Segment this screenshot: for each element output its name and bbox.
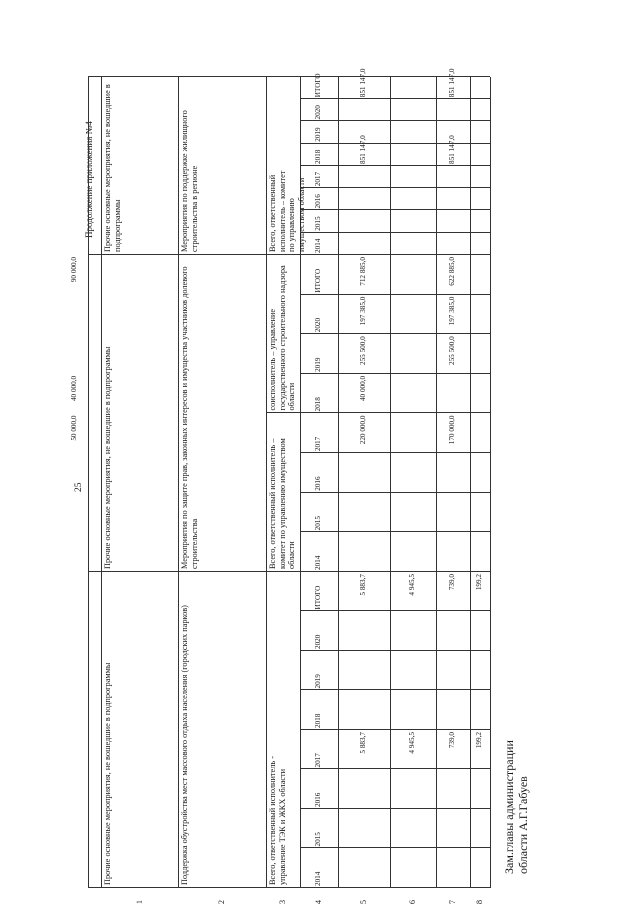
section-1-co-executor: соисполнитель – управление государственного строительного надзора области [268, 265, 297, 411]
signature-title: Зам.главы администрации [502, 740, 516, 874]
year-cell: 2016 [314, 194, 322, 209]
year-divider [300, 650, 490, 651]
year-cell: 2019 [314, 357, 322, 372]
year-cell: 2014 [314, 871, 322, 886]
amount-cell: 197 385,0 [448, 296, 456, 326]
amount-cell: 40 000,0 [70, 375, 78, 402]
year-cell: 2016 [314, 476, 322, 491]
year-divider [300, 848, 490, 849]
column-header-4: 4 [314, 899, 323, 905]
year-divider [300, 452, 490, 453]
amount-cell: 851 147,0 [448, 68, 456, 98]
amount-cell: 199,2 [475, 574, 483, 591]
amount-cell: 40 000,0 [359, 375, 367, 402]
amount-cell: 712 885,0 [359, 257, 367, 286]
year-cell: 2020 [314, 317, 322, 333]
year-divider [300, 531, 490, 532]
year-divider [300, 611, 490, 612]
amount-cell: 90 000,0 [70, 257, 78, 283]
amount-cell: 170 000,0 [448, 415, 456, 445]
year-divider [300, 729, 490, 730]
section-2-executor: Всего, ответственный исполнитель – комитет по управлению имуществом области [268, 170, 306, 252]
section-divider [88, 887, 490, 888]
year-cell: 2019 [314, 127, 322, 142]
year-cell: 2019 [314, 674, 322, 689]
year-divider [300, 492, 490, 493]
column-header-8: 8 [475, 899, 484, 905]
amount-cell: 739,0 [448, 574, 456, 591]
year-cell: 2015 [314, 516, 322, 531]
band-divider [390, 77, 391, 888]
amount-cell: 197 385,0 [359, 296, 367, 326]
band-divider [178, 77, 179, 888]
year-cell: 2018 [314, 149, 322, 164]
section-1-activity: Мероприятия по защите прав, законных интересов и имущества участников долевого строительства [180, 266, 199, 569]
column-header-1: 1 [134, 899, 144, 905]
amount-cell: 851 147,0 [448, 135, 456, 164]
section-1-category: Прочие основные мероприятия, не вошедшие в подпрограммы [103, 346, 112, 569]
section-divider [88, 76, 490, 77]
amount-cell: 5 883,7 [359, 732, 367, 754]
amount-cell: 851 147,0 [359, 68, 367, 98]
year-divider [300, 808, 490, 809]
year-divider [300, 333, 490, 334]
year-divider [300, 210, 490, 211]
column-header-3: 3 [278, 899, 287, 905]
year-cell: ИТОГО [314, 585, 322, 610]
section-2-category: Прочие основные мероприятия, не вошедшие в подпрограммы [103, 84, 122, 252]
year-divider [300, 143, 490, 144]
year-cell: 2014 [314, 555, 322, 570]
year-divider [300, 373, 490, 374]
section-0-category: Прочие основные мероприятия, не вошедшие в подпрограммы [103, 662, 112, 885]
section-0-activity: Поддержка обустройства мест массового отдыха населения (городских парков) [180, 605, 189, 885]
amount-cell: 739,0 [448, 732, 456, 749]
year-divider [300, 294, 490, 295]
year-cell: 2017 [314, 171, 322, 187]
amount-cell: 851 147,0 [359, 135, 367, 164]
column-header-6: 6 [408, 899, 417, 905]
amount-cell: 255 500,0 [448, 336, 456, 365]
band-divider [266, 77, 267, 888]
year-cell: 2016 [314, 792, 322, 807]
amount-cell: 5 883,7 [359, 574, 367, 596]
amount-cell: 199,2 [475, 732, 483, 749]
section-divider [88, 571, 490, 572]
amount-cell: 220 000,0 [359, 415, 367, 445]
year-divider [300, 98, 490, 99]
band-divider [101, 77, 102, 888]
amount-cell: 4 945,5 [408, 574, 416, 596]
continuation-caption: Продолжение приложения №4 [84, 121, 94, 238]
year-divider [300, 232, 490, 233]
column-header-7: 7 [448, 899, 457, 905]
year-cell: 2017 [314, 753, 322, 768]
section-1-executor: Всего, ответственный исполнитель – комитет по управлению имуществом области [268, 438, 297, 569]
year-cell: 2015 [314, 216, 322, 231]
column-header-2: 2 [217, 899, 226, 905]
rotated-document-sheet [70, 68, 540, 905]
year-divider [300, 769, 490, 770]
year-cell: ИТОГО [314, 268, 322, 293]
year-divider [300, 165, 490, 166]
band-divider [338, 77, 339, 888]
section-0-executor: Всего, ответственный исполнитель - управление ТЭК и ЖКХ области [268, 756, 287, 885]
page-number: 25 [74, 482, 84, 492]
year-divider [300, 187, 490, 188]
year-cell: 2017 [314, 436, 322, 452]
year-cell: 2014 [314, 238, 322, 253]
table-top-border [88, 77, 89, 888]
year-divider [300, 121, 490, 122]
signature-name: области А.Г.Габуев [516, 776, 530, 874]
year-cell: 2018 [314, 397, 322, 412]
year-cell: 2018 [314, 713, 322, 728]
band-divider [490, 77, 491, 888]
year-cell: ИТОГО [314, 73, 322, 98]
amount-cell: 622 885,0 [448, 257, 456, 286]
amount-cell: 255 500,0 [359, 336, 367, 365]
amount-cell: 50 000,0 [70, 415, 78, 441]
year-cell: 2020 [314, 105, 322, 120]
year-divider [300, 413, 490, 414]
year-cell: 2020 [314, 634, 322, 649]
column-header-5: 5 [359, 899, 368, 905]
band-divider [436, 77, 437, 888]
section-divider [88, 254, 490, 255]
executor-split [266, 413, 300, 414]
section-2-activity: Мероприятия по поддержке жилищного строительства в регионе [180, 110, 199, 252]
year-divider [300, 690, 490, 691]
year-cell: 2015 [314, 832, 322, 847]
amount-cell: 4 945,5 [408, 732, 416, 754]
band-divider [470, 77, 471, 888]
